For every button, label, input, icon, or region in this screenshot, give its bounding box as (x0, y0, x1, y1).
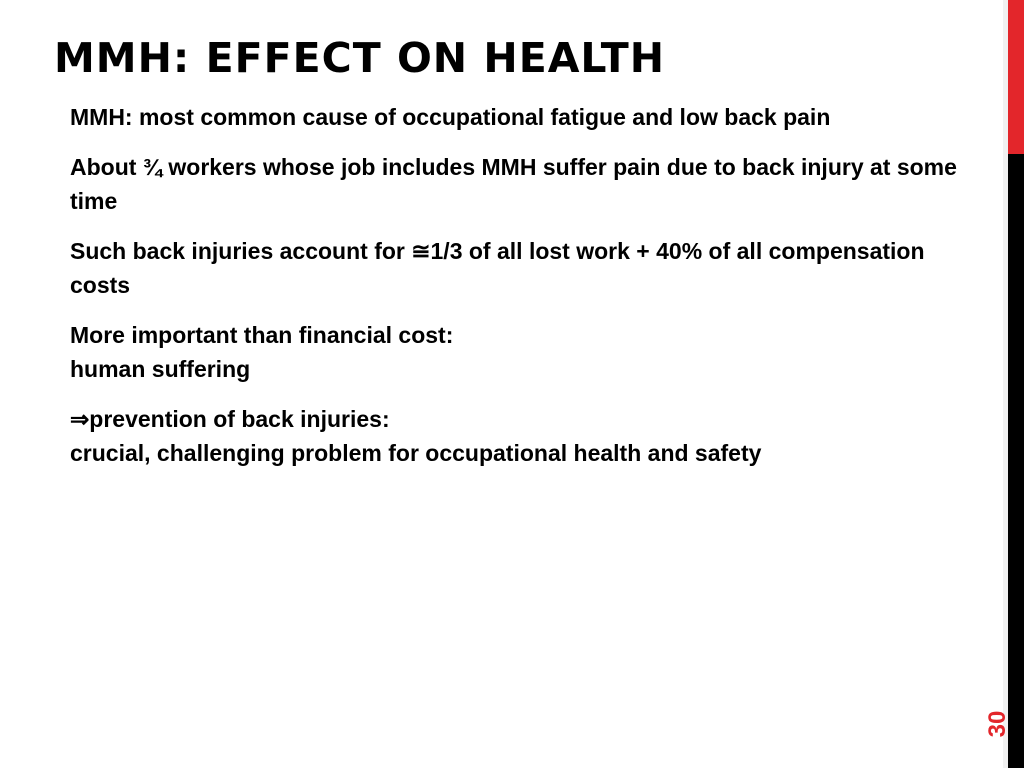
bullet-paragraph (70, 234, 980, 302)
slide-body (70, 100, 980, 486)
bullet-paragraph (70, 402, 980, 470)
paragraph-line: More important than financial cost: (70, 322, 454, 348)
bullet-paragraph (70, 318, 980, 386)
paragraph-line: human suffering (70, 356, 251, 382)
paragraph-line: Such back injuries account for ≅1/3 of all lost work + 40% of all compensation costs (70, 238, 925, 298)
bullet-paragraph (70, 100, 980, 134)
paragraph-line: crucial, challenging problem for occupational health and safety (70, 440, 762, 466)
paragraph-line: About ¾ workers whose job includes MMH suffer pain due to back injury at some time (70, 154, 957, 214)
sidebar-accent-bar (1008, 0, 1024, 154)
paragraph-line: ⇒prevention of back injuries: (70, 406, 390, 432)
slide-title: MMH: EFFECT ON HEALTH (54, 34, 666, 82)
bullet-paragraph (70, 150, 980, 218)
sidebar-dark-bar (1008, 154, 1024, 768)
page-number: 30 (984, 710, 1011, 738)
paragraph-line: MMH: most common cause of occupational fatigue and low back pain (70, 104, 831, 130)
